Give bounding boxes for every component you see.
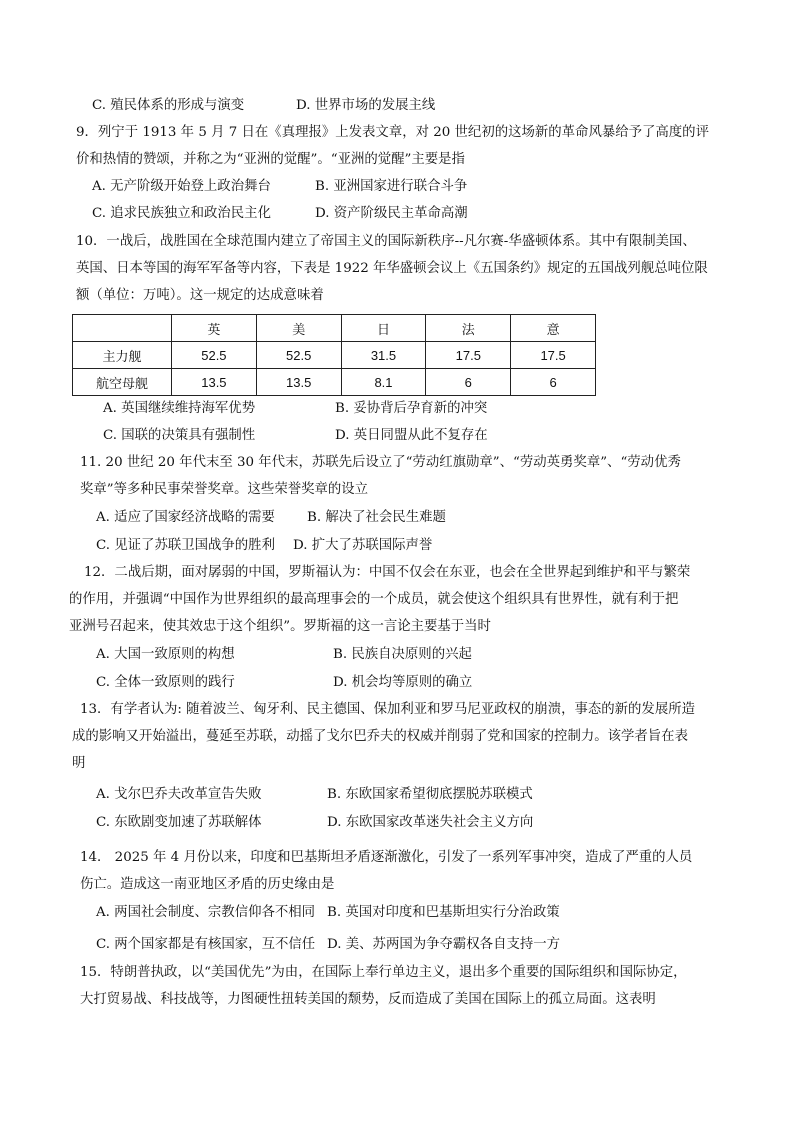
q12-stem-line1: 12．二战后期，面对孱弱的中国，罗斯福认为：中国不仅会在东亚，也会在全世界起到维护和平与繁荣 [84, 565, 691, 580]
q13-stem-line2: 成的影响又开始溢出，蔓延至苏联，动摇了戈尔巴乔夫的权威并削弱了党和国家的控制力。该学者旨在表 [72, 729, 688, 744]
q9-option-a: A. 无产阶级开始登上政治舞台 [92, 179, 271, 194]
q10-option-b: B. 妥协背后孕育新的冲突 [335, 401, 488, 416]
q10-stem-line2: 英国、日本等国的海军军备等内容，下表是 1922 年华盛顿会议上《五国条约》规定的五国战列舰总吨位限 [76, 261, 708, 276]
q12-option-a: A. 大国一致原则的构想 [96, 647, 235, 662]
table-cell: 13.5 [256, 369, 341, 396]
q9-option-d: D. 资产阶级民主革命高潮 [315, 206, 468, 221]
table-header-row [73, 315, 596, 342]
q11-stem-line2: 奖章”等多种民事荣誉奖章。这些荣誉奖章的设立 [80, 482, 369, 497]
table-cell: 52.5 [256, 342, 341, 369]
q12-stem-line3: 亚洲号召起来，使其效忠于这个组织”。罗斯福的这一言论主要基于当时 [69, 619, 491, 634]
table-cell: 6 [511, 369, 596, 396]
q11-option-b: B. 解决了社会民生难题 [307, 510, 446, 525]
table-cell: 52.5 [172, 342, 257, 369]
q10-stem-line3: 额（单位：万吨）。这一规定的达成意味着 [76, 288, 324, 303]
q12-option-d: D. 机会均等原则的确立 [333, 675, 473, 690]
q13-option-d: D. 东欧国家改革迷失社会主义方向 [327, 815, 534, 830]
q14-option-a: A. 两国社会制度、宗教信仰各不相同 [96, 905, 316, 920]
q13-option-b: B. 东欧国家希望彻底摆脱苏联模式 [327, 787, 533, 802]
table-cell: 8.1 [341, 369, 426, 396]
q15-stem-line1: 15．特朗普执政，以“美国优先”为由，在国际上奉行单边主义，退出多个重要的国际组织和国际协定， [80, 965, 687, 980]
q11-option-d: D. 扩大了苏联国际声誉 [293, 538, 433, 553]
naval-tonnage-table [72, 314, 596, 396]
q11-option-c: C. 见证了苏联卫国战争的胜利 [96, 538, 275, 553]
q8-option-d: D. 世界市场的发展主线 [296, 98, 436, 113]
q10-stem-line1: 10．一战后，战胜国在全球范围内建立了帝国主义的国际新秩序--凡尔赛-华盛顿体系。其中有限制美国、 [76, 234, 696, 249]
table-cell: 17.5 [511, 342, 596, 369]
q13-stem-line3: 明 [72, 756, 86, 771]
q9-option-b: B. 亚洲国家进行联合斗争 [315, 179, 468, 194]
q10-option-c: C. 国联的决策具有强制性 [103, 428, 256, 443]
table-row-label: 主力舰 [73, 342, 172, 369]
q13-option-a: A. 戈尔巴乔夫改革宣告失败 [96, 787, 262, 802]
table-cell: 13.5 [172, 369, 257, 396]
table-row-label: 航空母舰 [73, 369, 172, 396]
table-row [73, 342, 596, 369]
q14-option-b: B. 英国对印度和巴基斯坦实行分治政策 [327, 905, 560, 920]
q13-option-c: C. 东欧剧变加速了苏联解体 [96, 815, 262, 830]
table-header-cell: 美 [256, 315, 341, 342]
q12-option-b: B. 民族自决原则的兴起 [333, 647, 472, 662]
table-cell: 6 [426, 369, 511, 396]
q10-option-d: D. 英日同盟从此不复存在 [335, 428, 488, 443]
q15-stem-line2: 大打贸易战、科技战等，力图硬性扭转美国的颓势，反而造成了美国在国际上的孤立局面。这表明 [80, 992, 656, 1007]
q11-stem-line1: 11. 20 世纪 20 年代末至 30 年代末，苏联先后设立了“劳动红旗勋章”、“劳动英勇奖章”、“劳动优秀 [80, 455, 681, 470]
q14-option-c: C. 两个国家都是有核国家，互不信任 [96, 937, 316, 952]
q14-option-d: D. 美、苏两国为争夺霸权各自支持一方 [327, 937, 561, 952]
q11-option-a: A. 适应了国家经济战略的需要 [96, 510, 275, 525]
table-header-cell: 英 [172, 315, 257, 342]
q8-option-c: C. 殖民体系的形成与演变 [92, 98, 245, 113]
q12-stem-line2: 的作用，并强调“中国作为世界组织的最高理事会的一个成员，就会使这个组织具有世界性，就有利于把 [69, 592, 679, 607]
table-cell: 17.5 [426, 342, 511, 369]
table-header-cell: 法 [426, 315, 511, 342]
q9-stem-line1: 9．列宁于 1913 年 5 月 7 日在《真理报》上发表文章，对 20 世纪初的这场新的革命风暴给予了高度的评 [76, 125, 709, 140]
table-header-cell [73, 315, 172, 342]
q12-option-c: C. 全体一致原则的践行 [96, 675, 235, 690]
q9-stem-line2: 价和热情的赞颂，并称之为“亚洲的觉醒”。“亚洲的觉醒”主要是指 [76, 152, 465, 167]
table-cell: 31.5 [341, 342, 426, 369]
table-header-cell: 日 [341, 315, 426, 342]
q10-option-a: A. 英国继续维持海军优势 [103, 401, 256, 416]
q13-stem-line1: 13．有学者认为: 随着波兰、匈牙利、民主德国、保加利亚和罗马尼亚政权的崩溃，事态的新的发展所造 [80, 702, 695, 717]
table-header-cell: 意 [511, 315, 596, 342]
q14-stem-line2: 伤亡。造成这一南亚地区矛盾的历史缘由是 [80, 877, 335, 892]
q9-option-c: C. 追求民族独立和政治民主化 [92, 206, 271, 221]
table-row [73, 369, 596, 396]
q14-stem-line1: 14． 2025 年 4 月份以来，印度和巴基斯坦矛盾逐渐激化，引发了一系列军事冲突，造成了严重的人员 [80, 850, 693, 865]
